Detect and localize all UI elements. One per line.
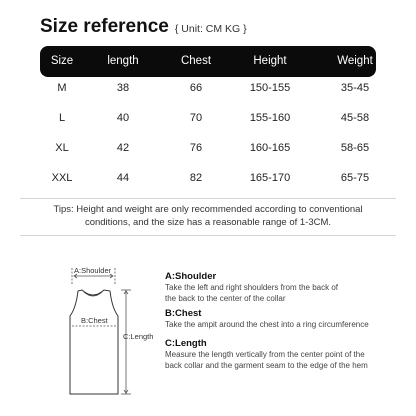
length-heading: C:Length bbox=[165, 338, 207, 349]
title-row bbox=[40, 16, 247, 38]
cell-chest: 76 bbox=[189, 142, 203, 154]
divider bbox=[20, 198, 396, 199]
cell-size: XXL bbox=[51, 172, 73, 184]
vest-outline-icon bbox=[60, 262, 170, 402]
diagram-chest-label: B:Chest bbox=[81, 316, 108, 325]
shoulder-heading: A:Shoulder bbox=[165, 271, 217, 282]
cell-length: 42 bbox=[116, 142, 130, 154]
divider bbox=[20, 235, 396, 236]
column-header-length: length bbox=[107, 55, 139, 67]
cell-height: 150-155 bbox=[249, 82, 291, 94]
tips-line-2: conditions, and the size has a reasonable range of 1-3CM. bbox=[84, 217, 332, 228]
cell-weight: 35-45 bbox=[340, 82, 370, 94]
cell-size: L bbox=[58, 112, 66, 124]
chest-text-1: Take the ampit around the chest into a ring circumference bbox=[165, 320, 369, 329]
length-description bbox=[165, 338, 405, 371]
measurement-diagram bbox=[60, 262, 170, 402]
cell-height: 165-170 bbox=[249, 172, 291, 184]
diagram-shoulder-label: A:Shoulder bbox=[74, 266, 112, 275]
shoulder-text-1: Take the left and right shoulders from the back of bbox=[165, 283, 338, 292]
diagram-length-label: C:Length bbox=[123, 332, 154, 341]
cell-size: XL bbox=[55, 142, 69, 154]
column-header-size: Size bbox=[50, 55, 74, 67]
cell-chest: 70 bbox=[189, 112, 203, 124]
cell-length: 44 bbox=[116, 172, 130, 184]
shoulder-text-2: the back to the center of the collar bbox=[165, 294, 286, 303]
length-text-2: back collar and the garment seam to the edge of the hem bbox=[165, 361, 368, 370]
cell-length: 38 bbox=[116, 82, 130, 94]
length-text-1: Measure the length vertically from the center point of the bbox=[165, 350, 365, 359]
column-header-chest: Chest bbox=[180, 55, 212, 67]
table-row bbox=[40, 112, 376, 130]
column-header-height: Height bbox=[253, 55, 287, 67]
cell-length: 40 bbox=[116, 112, 130, 124]
column-header-weight: Weight bbox=[337, 55, 373, 67]
tips-line-1: Tips: Height and weight are only recommended according to conventional bbox=[53, 204, 363, 215]
unit-label: { Unit: CM KG } bbox=[174, 23, 247, 35]
table-row bbox=[40, 142, 376, 160]
cell-chest: 66 bbox=[189, 82, 203, 94]
table-row bbox=[40, 172, 376, 190]
cell-weight: 45-58 bbox=[340, 112, 370, 124]
cell-weight: 58-65 bbox=[340, 142, 370, 154]
size-table-header bbox=[40, 46, 376, 77]
chest-heading: B:Chest bbox=[165, 308, 202, 319]
shoulder-description bbox=[165, 271, 405, 304]
cell-size: M bbox=[57, 82, 67, 94]
page-title: Size reference bbox=[40, 16, 169, 37]
tips-note bbox=[20, 203, 396, 229]
cell-height: 155-160 bbox=[249, 112, 291, 124]
table-row bbox=[40, 82, 376, 100]
cell-chest: 82 bbox=[189, 172, 203, 184]
chest-description bbox=[165, 308, 405, 330]
cell-height: 160-165 bbox=[249, 142, 291, 154]
cell-weight: 65-75 bbox=[340, 172, 370, 184]
